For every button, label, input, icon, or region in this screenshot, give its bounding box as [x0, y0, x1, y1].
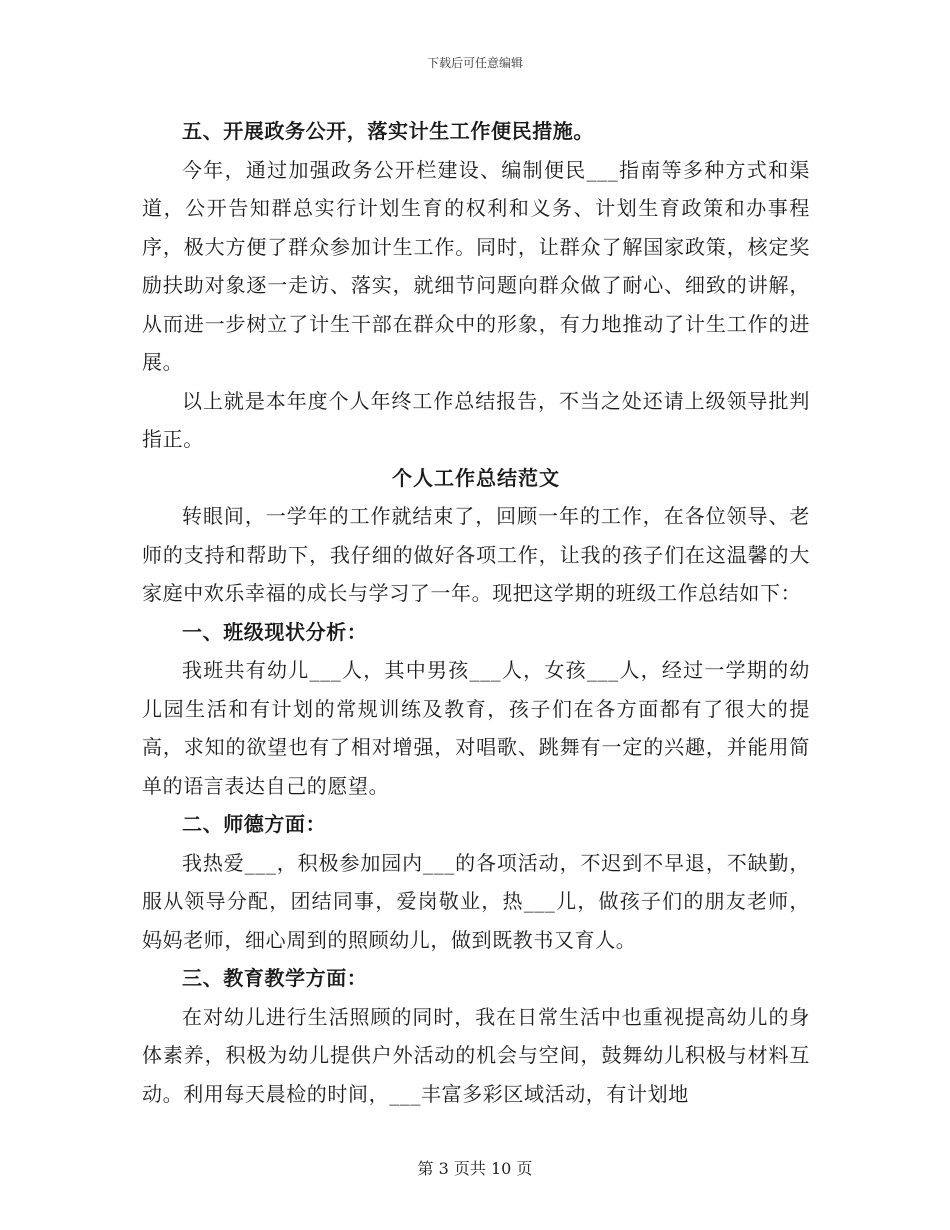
section-heading: 一、班级现状分析：	[182, 619, 368, 644]
section-heading: 五、开展政务公开，落实计生工作便民措施。	[182, 119, 594, 143]
paragraph: 今年，通过加强政务公开栏建设、编制便民___指南等多种方式和渠道，公开告知群总实行计划生育的权利和义务、计划生育政策和办事程序，极大方便了群众参加计生工作。同时，让群众了解国家政策，核定奖励扶助对象逐一走访、落实，就细节问题向群众做了耐心、细致的讲解，从而进一步树立了计生干部在群众中的形象，有力地推动了计生工作的进展。	[142, 157, 810, 374]
document-title: 个人工作总结范文	[392, 465, 560, 490]
paragraph: 以上就是本年度个人年终工作总结报告，不当之处还请上级领导批判指正。	[142, 388, 810, 451]
paragraph: 我班共有幼儿___人，其中男孩___人，女孩___人，经过一学期的幼儿园生活和有计划的常规训练及教育，孩子们在各方面都有了很大的提高，求知的欲望也有了相对增强，对唱歌、跳舞有一定的兴趣，并能用简单的语言表达自己的愿望。	[142, 658, 810, 798]
page-header: 下载后可任意编辑	[426, 56, 523, 70]
paragraph: 转眼间，一学年的工作就结束了，回顾一年的工作，在各位领导、老师的支持和帮助下，我仔细的做好各项工作，让我的孩子们在这温馨的大家庭中欢乐幸福的成长与学习了一年。现把这学期的班级工作总结如下：	[142, 504, 810, 605]
page-footer: 第 3 页共 10 页	[417, 1159, 533, 1178]
section-heading: 三、教育教学方面：	[182, 966, 368, 990]
document-body	[142, 112, 810, 1113]
paragraph: 我热爱___，积极参加园内___的各项活动，不迟到不早退，不缺勤，服从领导分配，团结同事，爱岗敬业，热___儿，做孩子们的朋友老师，妈妈老师，细心周到的照顾幼儿，做到既教书又育人。	[142, 850, 810, 952]
section-heading: 二、师德方面：	[182, 812, 327, 836]
paragraph: 在对幼儿进行生活照顾的同时，我在日常生活中也重视提高幼儿的身体素养，积极为幼儿提供户外活动的机会与空间，鼓舞幼儿积极与材料互动。利用每天晨检的时间，___丰富多彩区域活动，有计划地	[142, 1004, 810, 1106]
